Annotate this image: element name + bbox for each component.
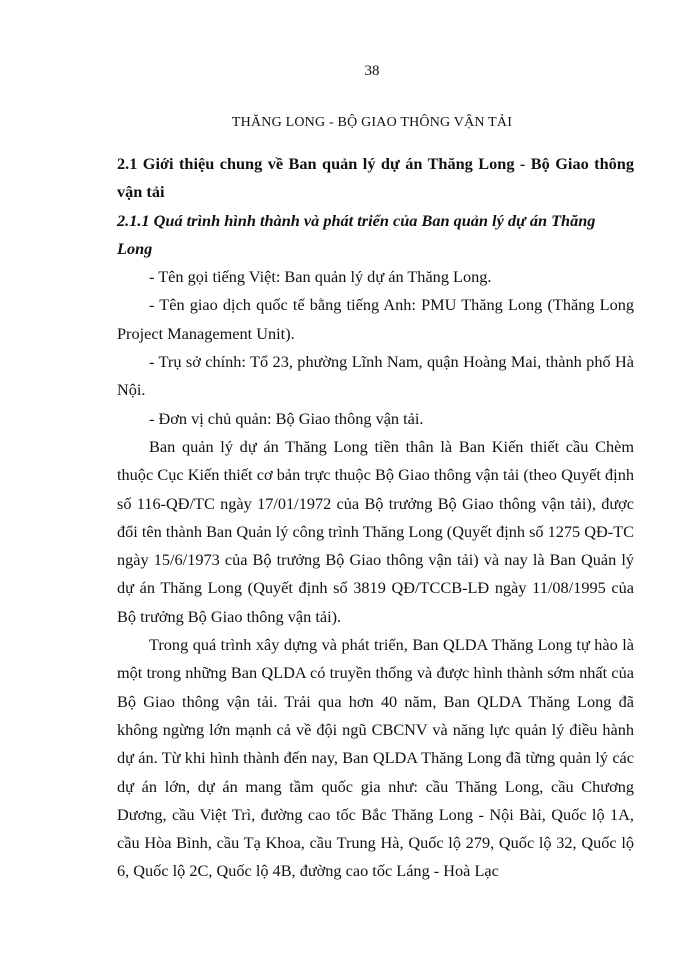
running-header: THĂNG LONG - BỘ GIAO THÔNG VẬN TẢI — [231, 115, 513, 130]
page-number: 38 — [364, 63, 380, 79]
bullet-international-name: - Tên giao dịch quốc tế bằng tiếng Anh: PMU Thăng Long (Thăng Long Project Management Unit). — [117, 295, 634, 343]
subsection-heading: 2.1.1 Quá trình hình thành và phát triển của Ban quản lý dự án Thăng Long — [117, 210, 596, 258]
bullet-headquarters: - Trụ sở chính: Tổ 23, phường Lĩnh Nam, quận Hoàng Mai, thành phố Hà Nội. — [117, 352, 634, 400]
paragraph-history: Ban quản lý dự án Thăng Long tiền thân là Ban Kiến thiết cầu Chèm thuộc Cục Kiến thiết cơ bản trực thuộc Bộ Giao thông vận tải (theo Quyết định số 116-QĐ/TC ngày 17/01/1972 của Bộ trưởng Bộ Giao thông vận tải), được đổi tên thành Ban Quản lý công trình Thăng Long (Quyết định số 1275 QĐ-TC ngày 15/6/1973 của Bộ trưởng Bộ Giao thông vận tải) và nay là Ban Quản lý dự án Thăng Long (Quyết định số 3819 QĐ/TCCB-LĐ ngày 11/08/1995 của Bộ trưởng Bộ Giao thông vận tải). — [117, 436, 635, 626]
bullet-governing-body: - Đơn vị chủ quản: Bộ Giao thông vận tải. — [149, 408, 424, 428]
section-heading: 2.1 Giới thiệu chung về Ban quản lý dự án Thăng Long - Bộ Giao thông vận tải — [117, 154, 634, 202]
bullet-vietnamese-name: - Tên gọi tiếng Việt: Ban quản lý dự án Thăng Long. — [149, 267, 492, 287]
paragraph-development: Trong quá trình xây dựng và phát triển, Ban QLDA Thăng Long tự hào là một trong những Ban QLDA có truyền thống và được hình thành sớm nhất của Bộ Giao thông vận tải. Trải qua hơn 40 năm, Ban QLDA Thăng Long đã không ngừng lớn mạnh cả về đội ngũ CBCNV và năng lực quản lý điều hành dự án. Từ khi hình thành đến nay, Ban QLDA Thăng Long đã từng quản lý các dự án lớn, dự án mang tầm quốc gia như: cầu Thăng Long, cầu Chương Dương, cầu Việt Trì, đường cao tốc Bắc Thăng Long - Nội Bài, Quốc lộ 1A, cầu Hòa Bình, cầu Tạ Khoa, cầu Trung Hà, Quốc lộ 279, Quốc lộ 32, Quốc lộ 6, Quốc lộ 2C, Quốc lộ 4B, đường cao tốc Láng - Hoà Lạc — [117, 635, 634, 881]
document-body — [117, 150, 634, 886]
